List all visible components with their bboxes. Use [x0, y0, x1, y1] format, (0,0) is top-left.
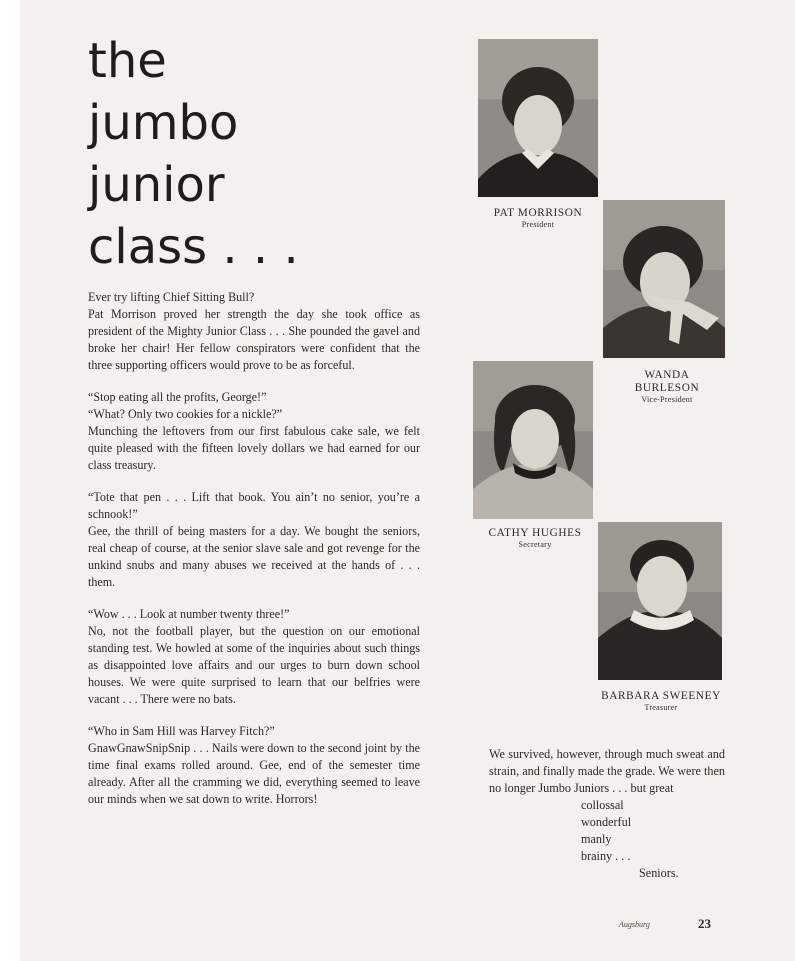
portrait-image	[598, 522, 722, 680]
publication-name: Augsburg	[619, 920, 650, 929]
portrait-image	[478, 39, 598, 197]
paragraph-line: “Tote that pen . . . Lift that book. You ain’t no senior, you’re a schnook!”	[88, 490, 420, 521]
closing-list-item: wonderful	[581, 815, 632, 829]
portrait-photo	[598, 522, 722, 680]
portrait-photo	[473, 361, 593, 519]
paragraph-line: “Who in Sam Hill was Harvey Fitch?”	[88, 724, 275, 738]
officer-caption	[473, 527, 597, 550]
paragraph-line: Gee, the thrill of being masters for a day. We bought the seniors, real cheap of course, at the senior slave sale and got revenge for the unkind snubs and many abuses we received at the hands of . . . them.	[88, 524, 420, 589]
officer-role: President	[521, 220, 555, 229]
officer-caption	[594, 690, 728, 713]
closing-text	[489, 746, 725, 882]
officer-name: BURLESON	[634, 382, 700, 394]
paragraph	[88, 489, 420, 591]
portrait-image	[473, 361, 593, 519]
portrait-photo	[603, 200, 725, 358]
title-line: jumbo	[88, 95, 239, 151]
paragraph-line: GnawGnawSnipSnip . . . Nails were down to the second joint by the time final exams rolled around. Gee, end of the semester time already. After all the cramming we did, everything seemed to leave our minds when we sat down to write. Horrors!	[88, 741, 420, 806]
page-title	[88, 30, 299, 278]
paragraph-line: “Wow . . . Look at number twenty three!”	[88, 607, 290, 621]
officer-role: Treasurer	[644, 703, 678, 712]
closing-paragraph: We survived, however, through much sweat and strain, and finally made the grade. We were then no longer Jumbo Juniors . . . but great	[489, 747, 725, 795]
closing-list-item: brainy . . .	[581, 849, 631, 863]
officer-name: CATHY HUGHES	[488, 527, 582, 539]
paragraph	[88, 289, 420, 374]
officer-caption	[478, 207, 598, 230]
title-line: junior	[88, 157, 225, 213]
paragraph	[88, 723, 420, 808]
page-edge	[0, 0, 20, 961]
closing-list-item: collossal	[581, 798, 624, 812]
paragraph-line: “Stop eating all the profits, George!”	[88, 390, 267, 404]
officer-name: BARBARA SWEENEY	[601, 690, 721, 702]
paragraph-line: Pat Morrison proved her strength the day she took office as president of the Mighty Junior Class . . . She pounded the gavel and broke her chair! Her fellow conspirators were confident that the three supporting officers would prove to be as forceful.	[88, 307, 420, 372]
paragraph-line: “What? Only two cookies for a nickle?”	[88, 407, 283, 421]
paragraph-line: No, not the football player, but the question on our emotional standing test. We howled at some of the inquiries about such things as disappointed love affairs and our urges to burn down school houses. We were quite surprised to learn that our belfries were vacant . . . There were no bats.	[88, 624, 420, 706]
officer-name: WANDA	[644, 369, 690, 381]
officer-name: PAT MORRISON	[493, 207, 583, 219]
body-text	[88, 289, 420, 823]
closing-list-item: manly	[581, 832, 612, 846]
title-line: the	[88, 33, 167, 89]
portrait-photo	[478, 39, 598, 197]
officer-role: Vice-President	[641, 395, 693, 404]
page-number: 23	[698, 916, 711, 931]
officer-role: Secretary	[518, 540, 552, 549]
paragraph	[88, 389, 420, 474]
closing-final-word: Seniors.	[639, 866, 679, 880]
paragraph-line: Munching the leftovers from our first fabulous cake sale, we felt quite pleased with the fifteen lovely dollars we had earned for our class treasury.	[88, 424, 420, 472]
paragraph	[88, 606, 420, 708]
portrait-image	[603, 200, 725, 358]
title-line: class . . .	[88, 219, 299, 275]
paragraph-line: Ever try lifting Chief Sitting Bull?	[88, 290, 255, 304]
officer-caption	[606, 369, 728, 405]
